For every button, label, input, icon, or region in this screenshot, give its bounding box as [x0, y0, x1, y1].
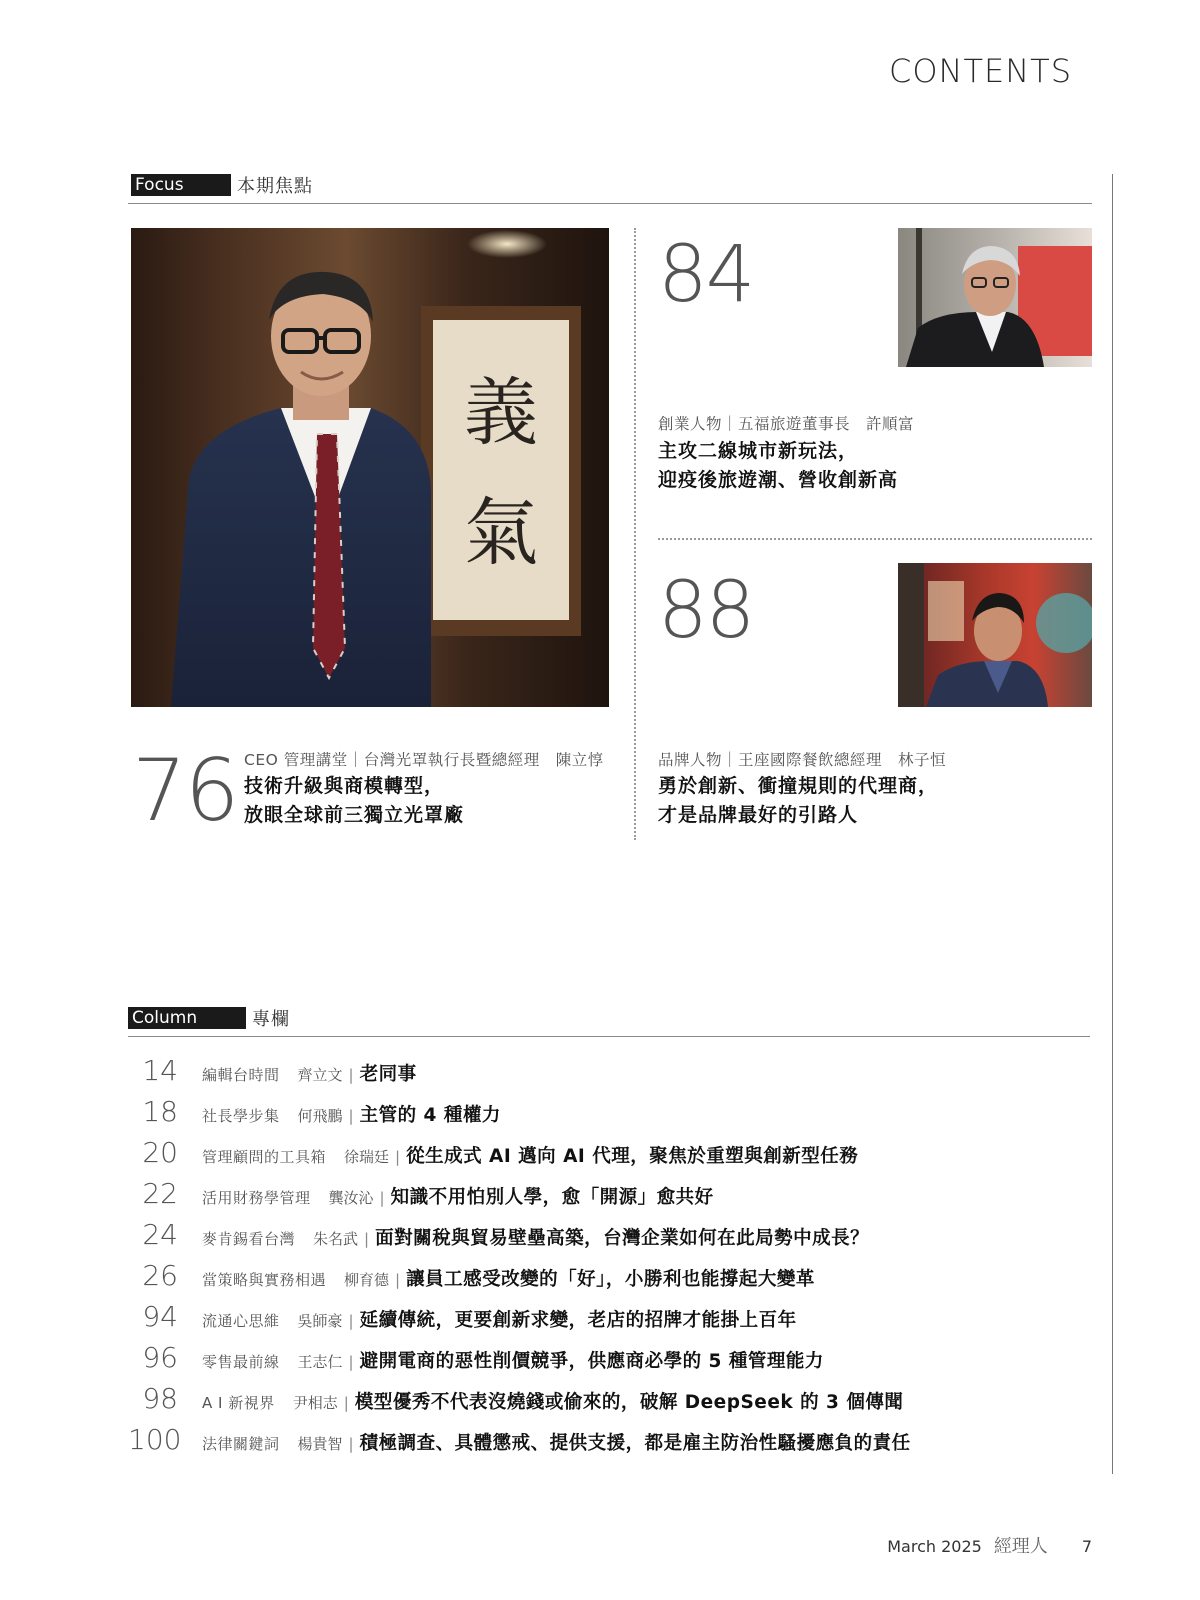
story-88-headline-line-1: 勇於創新、衝撞規則的代理商，	[658, 775, 939, 797]
column-item-author: 何飛鵬	[297, 1107, 343, 1125]
story-88-headline[interactable]	[658, 772, 938, 830]
column-item-page: 94	[142, 1300, 178, 1333]
column-item-name: 活用財務學管理	[202, 1189, 311, 1207]
column-item-title: 主管的 4 種權力	[359, 1105, 501, 1126]
column-item-separator: |	[348, 1435, 354, 1453]
column-item[interactable]	[128, 1341, 1088, 1382]
footer-date: March 2025	[887, 1537, 982, 1556]
main-cover-photo	[131, 228, 609, 707]
column-item-separator: |	[348, 1312, 354, 1330]
column-item[interactable]	[128, 1177, 1088, 1218]
column-item-separator: |	[348, 1066, 354, 1084]
column-item-page: 100	[128, 1423, 182, 1456]
column-item-author: 龔汝沁	[328, 1189, 374, 1207]
column-item-name: 當策略與實務相遇	[202, 1271, 327, 1289]
column-item-title: 讓員工感受改變的「好」，小勝利也能撐起大變革	[406, 1269, 815, 1290]
column-item-name: 流通心思維	[202, 1312, 280, 1330]
focus-section-rule	[128, 203, 1092, 204]
column-item-title: 老同事	[359, 1064, 417, 1085]
column-item[interactable]	[128, 1300, 1088, 1341]
story-84-page-number: 84	[658, 230, 754, 320]
column-item-separator: |	[348, 1107, 354, 1125]
column-item-author: 徐瑞廷	[344, 1148, 390, 1166]
story-84-headline-line-1: 主攻二線城市新玩法，	[658, 440, 859, 462]
right-margin-rule	[1112, 174, 1113, 1474]
column-item-title: 面對關稅與貿易壁壘高築，台灣企業如何在此局勢中成長？	[375, 1228, 870, 1249]
column-item-page: 18	[142, 1095, 178, 1128]
calligraphy-char-2: 氣	[464, 490, 538, 576]
column-item-title: 積極調查、具體懲戒、提供支援，都是雇主防治性騷擾應負的責任	[359, 1433, 911, 1454]
story-84-photo-illustration	[898, 228, 1092, 367]
column-item-page: 98	[142, 1382, 178, 1415]
story-84-headline[interactable]	[658, 437, 898, 495]
column-item-page: 26	[142, 1259, 178, 1292]
column-item[interactable]	[128, 1054, 1088, 1095]
column-item-title: 從生成式 AI 邁向 AI 代理，聚焦於重塑與創新型任務	[406, 1146, 859, 1167]
focus-tag-zh: 本期焦點	[237, 176, 313, 197]
column-item-author: 柳育德	[344, 1271, 390, 1289]
story-88-headline-line-2: 才是品牌最好的引路人	[658, 804, 859, 826]
column-item[interactable]	[128, 1095, 1088, 1136]
column-item-page: 22	[142, 1177, 178, 1210]
calligraphy-char-1: 義	[464, 370, 538, 456]
focus-tag-en: Focus	[131, 174, 231, 196]
column-item-separator: |	[395, 1148, 401, 1166]
footer-page-number: 7	[1081, 1537, 1092, 1556]
column-item-title: 避開電商的惡性削價競爭，供應商必學的 5 種管理能力	[359, 1351, 824, 1372]
column-item[interactable]	[128, 1423, 1088, 1464]
main-story-headline[interactable]	[244, 772, 464, 830]
column-section-rule	[128, 1036, 1090, 1037]
column-item-separator: |	[395, 1271, 401, 1289]
column-item-author: 朱名武	[313, 1230, 359, 1248]
story-88-page-number: 88	[658, 566, 754, 656]
horizontal-dotted-divider	[658, 538, 1092, 540]
column-item-page: 14	[142, 1054, 178, 1087]
column-item[interactable]	[128, 1218, 1088, 1259]
column-item[interactable]	[128, 1259, 1088, 1300]
story-84-photo	[898, 228, 1092, 367]
story-88-photo-illustration	[898, 563, 1092, 707]
main-story-headline-line-1: 技術升級與商模轉型，	[244, 775, 445, 797]
column-item-name: 管理顧問的工具箱	[202, 1148, 327, 1166]
column-section-tag	[128, 1005, 290, 1031]
page-title: CONTENTS	[888, 52, 1072, 90]
column-item-author: 王志仁	[297, 1353, 343, 1371]
story-84-meta: 創業人物｜五福旅遊董事長 許順富	[658, 415, 915, 433]
column-item-name: 社長學步集	[202, 1107, 280, 1125]
column-item-page: 96	[142, 1341, 178, 1374]
column-item-separator: |	[348, 1353, 354, 1371]
column-item-author: 齊立文	[297, 1066, 343, 1084]
column-item-name: 零售最前線	[202, 1353, 280, 1371]
column-item-page: 20	[142, 1136, 178, 1169]
column-item-author: 吳師豪	[297, 1312, 343, 1330]
column-item[interactable]	[128, 1382, 1088, 1423]
main-photo-illustration	[131, 228, 609, 707]
column-item-name: 編輯台時間	[202, 1066, 280, 1084]
column-item-author: 楊貴智	[297, 1435, 343, 1453]
story-88-meta: 品牌人物｜王座國際餐飲總經理 林子恒	[658, 751, 947, 769]
vertical-dotted-divider	[634, 228, 636, 840]
column-item-title: 知識不用怕別人學，愈「開源」愈共好	[390, 1187, 714, 1208]
column-item-name: 麥肯錫看台灣	[202, 1230, 296, 1248]
column-item-title: 延續傳統，更要創新求變，老店的招牌才能掛上百年	[359, 1310, 797, 1331]
column-list	[128, 1054, 1088, 1464]
column-item-name: 法律關鍵詞	[202, 1435, 280, 1453]
column-tag-zh: 專欄	[252, 1009, 290, 1030]
column-item-author: 尹相志	[292, 1394, 338, 1412]
story-84-headline-line-2: 迎疫後旅遊潮、營收創新高	[658, 469, 899, 491]
column-item-page: 24	[142, 1218, 178, 1251]
focus-section-tag	[131, 172, 313, 198]
column-item-separator: |	[364, 1230, 370, 1248]
column-item[interactable]	[128, 1136, 1088, 1177]
main-story-headline-line-2: 放眼全球前三獨立光罩廠	[244, 804, 465, 826]
column-item-separator: |	[343, 1394, 349, 1412]
column-item-title: 模型優秀不代表沒燒錢或偷來的，破解 DeepSeek 的 3 個傳聞	[354, 1392, 904, 1413]
footer-magazine-name: 經理人	[993, 1536, 1048, 1557]
column-item-separator: |	[379, 1189, 385, 1207]
column-tag-en: Column	[128, 1007, 246, 1029]
column-item-name: A I 新視界	[202, 1394, 275, 1412]
page-footer	[887, 1532, 1092, 1558]
story-88-photo	[898, 563, 1092, 707]
main-story-page-number: 76	[132, 741, 238, 841]
main-story-meta: CEO 管理講堂｜台灣光罩執行長暨總經理 陳立惇	[244, 751, 604, 769]
